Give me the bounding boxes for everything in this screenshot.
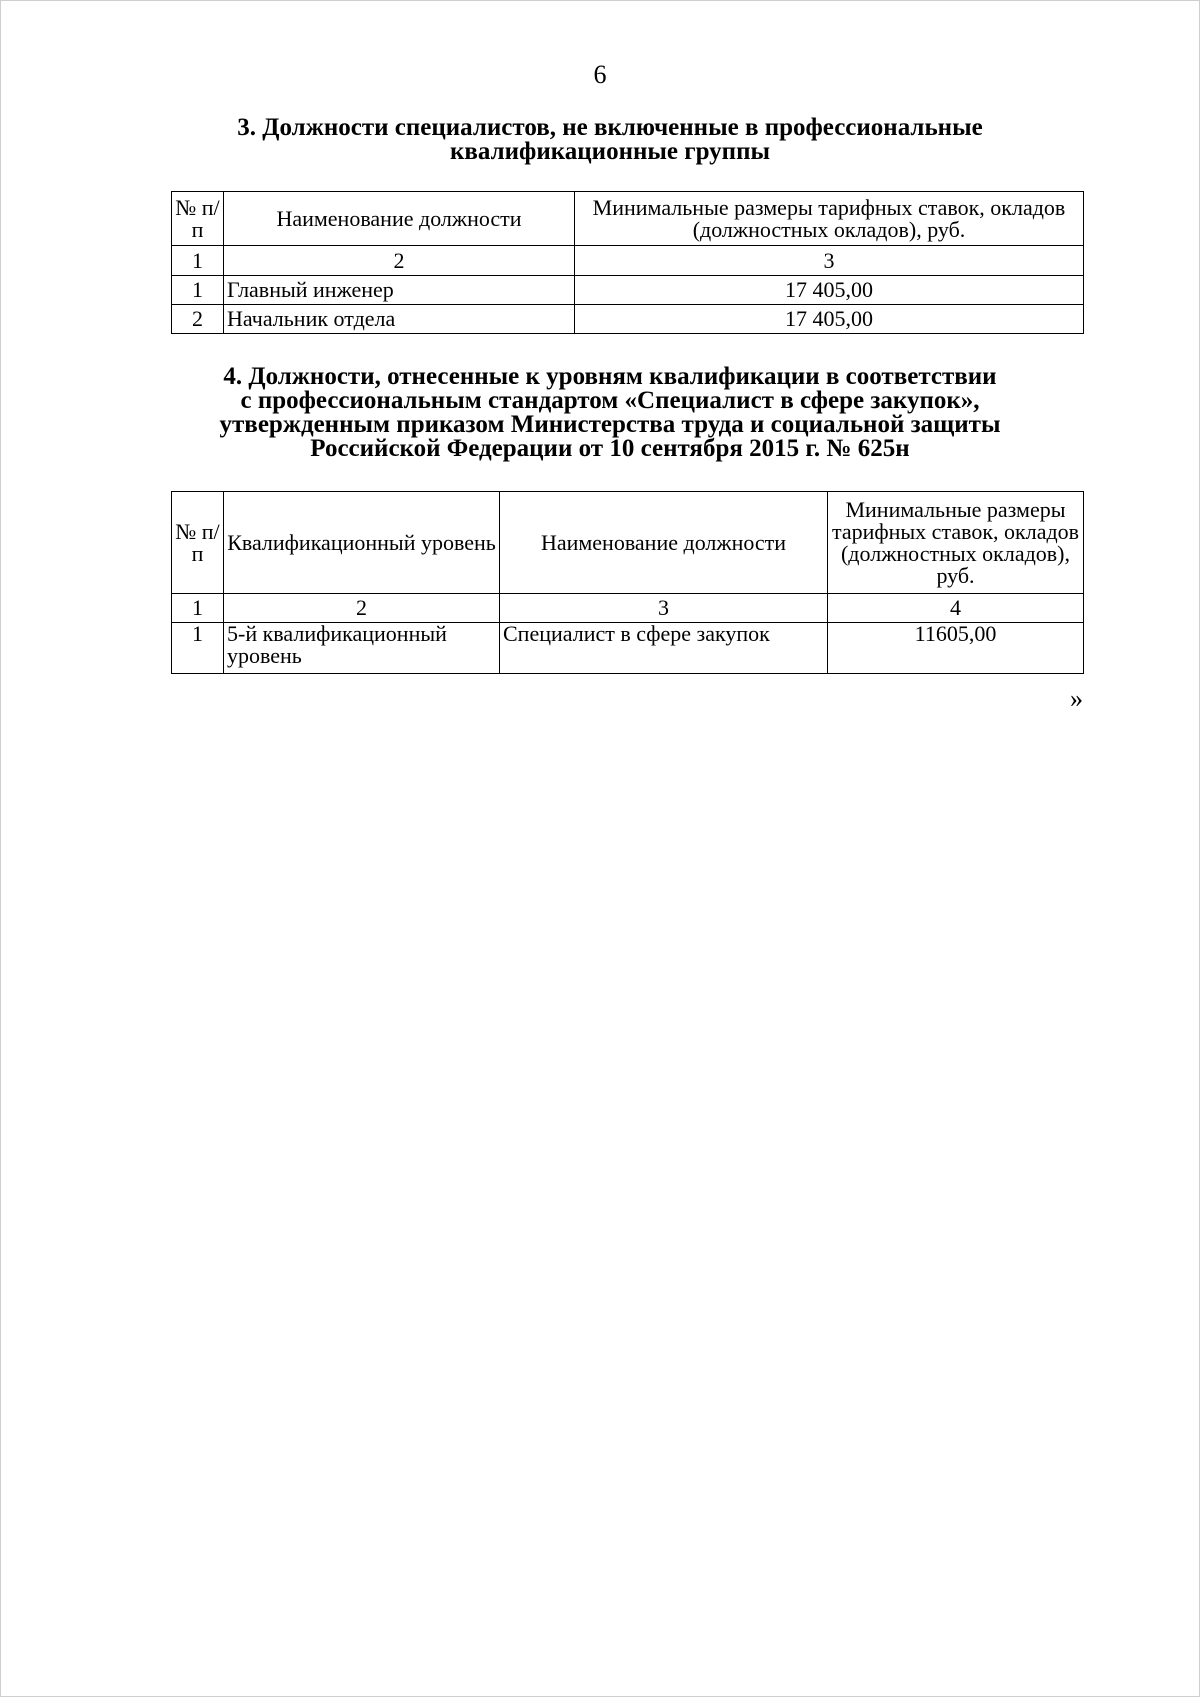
header-number: № п/п bbox=[172, 492, 224, 594]
row-number: 1 bbox=[172, 276, 224, 305]
position-name: Специалист в сфере закупок bbox=[500, 623, 828, 674]
column-number: 2 bbox=[224, 246, 575, 276]
header-qualification-level: Квалификационный уровень bbox=[224, 492, 500, 594]
column-number: 3 bbox=[575, 246, 1084, 276]
position-name: Главный инженер bbox=[224, 276, 575, 305]
section-4-title-line-1: 4. Должности, отнесенные к уровням квалификации в соответствии bbox=[223, 363, 997, 390]
section-4-title bbox=[150, 365, 1070, 461]
column-number: 2 bbox=[224, 594, 500, 623]
header-number: № п/п bbox=[172, 192, 224, 246]
position-name: Начальник отдела bbox=[224, 305, 575, 334]
column-number: 4 bbox=[828, 594, 1084, 623]
section-4-table bbox=[171, 491, 1084, 674]
table-row bbox=[172, 305, 1084, 334]
section-3-table bbox=[171, 191, 1084, 334]
column-number: 1 bbox=[172, 594, 224, 623]
qualification-level: 5-й квалификационный уровень bbox=[224, 623, 500, 674]
column-number: 1 bbox=[172, 246, 224, 276]
table-header-row bbox=[172, 192, 1084, 246]
row-number: 2 bbox=[172, 305, 224, 334]
section-3-title-line-1: 3. Должности специалистов, не включенные в профессиональные bbox=[237, 114, 983, 141]
header-min-salary: Минимальные размеры тарифных ставок, окладов (должностных окладов), руб. bbox=[575, 192, 1084, 246]
min-salary: 17 405,00 bbox=[575, 276, 1084, 305]
table-header-row bbox=[172, 492, 1084, 594]
section-3-title bbox=[150, 116, 1070, 164]
section-3-title-line-2: квалификационные группы bbox=[449, 138, 771, 165]
column-number-row bbox=[172, 594, 1084, 623]
header-min-salary: Минимальные размеры тарифных ставок, окладов (должностных окладов), руб. bbox=[828, 492, 1084, 594]
page-number: 6 bbox=[593, 60, 607, 89]
min-salary: 17 405,00 bbox=[575, 305, 1084, 334]
column-number-row bbox=[172, 246, 1084, 276]
table-row bbox=[172, 276, 1084, 305]
header-position-name: Наименование должности bbox=[224, 192, 575, 246]
row-number: 1 bbox=[172, 623, 224, 674]
section-4-title-line-2: с профессиональным стандартом «Специалист в сфере закупок», bbox=[240, 387, 980, 414]
min-salary: 11605,00 bbox=[828, 623, 1084, 674]
column-number: 3 bbox=[500, 594, 828, 623]
section-4-title-line-4: Российской Федерации от 10 сентября 2015 г. № 625н bbox=[310, 435, 910, 462]
closing-quote-mark: » bbox=[1070, 684, 1083, 713]
header-position-name: Наименование должности bbox=[500, 492, 828, 594]
table-row bbox=[172, 623, 1084, 674]
section-4-title-line-3: утвержденным приказом Министерства труда и социальной защиты bbox=[219, 411, 1001, 438]
